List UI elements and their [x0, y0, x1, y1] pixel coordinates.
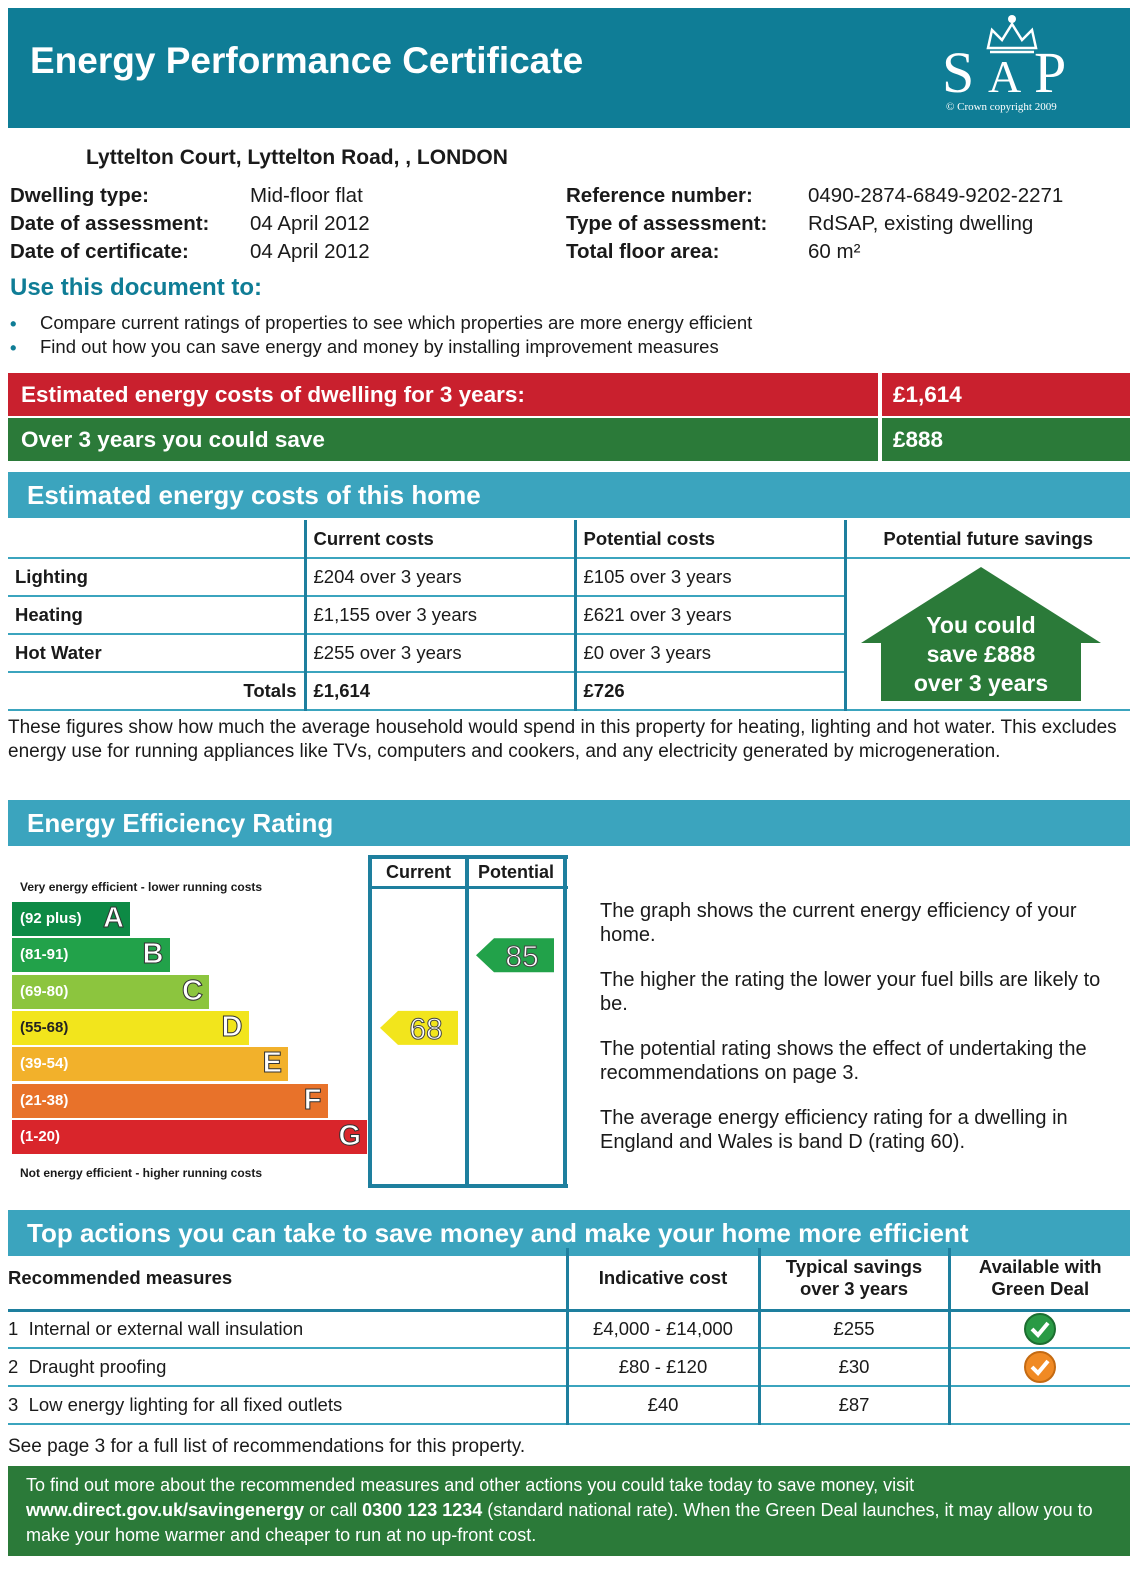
header-potential-costs: Potential costs: [575, 520, 845, 558]
table-header-row: [8, 1248, 1130, 1310]
recommended-measures-table: [8, 1248, 1130, 1425]
table-row: [8, 1348, 1130, 1386]
rating-info-2: The higher the rating the lower your fuel bills are likely to be.: [600, 969, 1101, 1015]
potential-rating-arrow: [476, 938, 554, 973]
header-potential-savings: Potential future savings: [845, 520, 1130, 558]
dwelling-type-value: Mid-floor flat: [250, 184, 363, 207]
green-check-icon: [1023, 1312, 1057, 1346]
band-letter: E: [262, 1047, 282, 1080]
measure-cost: £80 - £120: [567, 1348, 759, 1386]
measure-savings: £255: [759, 1310, 949, 1348]
use-bullet-1: • Compare current ratings of properties to see which properties are more energy efficient: [10, 312, 753, 334]
row-potential: £621 over 3 years: [575, 596, 845, 634]
page-title: Energy Performance Certificate: [30, 40, 584, 81]
rating-info-3: The potential rating shows the effect of undertaking the recommendations on page 3.: [600, 1038, 1087, 1084]
date-assessment-value: 04 April 2012: [250, 212, 370, 235]
totals-potential: £726: [575, 672, 845, 710]
could-save-value: £888: [882, 418, 1130, 461]
date-certificate-value: 04 April 2012: [250, 240, 370, 263]
rating-col-current: Current: [385, 862, 451, 882]
measure-name: 3 Low energy lighting for all fixed outlets: [8, 1386, 567, 1424]
band-letter: D: [221, 1010, 243, 1043]
measure-green-deal: [949, 1386, 1130, 1424]
measure-green-deal: [949, 1310, 1130, 1348]
date-certificate-label: Date of certificate:: [10, 240, 189, 263]
reference-label: Reference number:: [566, 184, 753, 207]
rating-info-1: The graph shows the current energy efficiency of your home.: [600, 900, 1077, 946]
savingenergy-link[interactable]: www.direct.gov.uk/savingenergy: [26, 1500, 305, 1520]
band-range: (1-20): [20, 1127, 61, 1145]
dwelling-type-label: Dwelling type:: [10, 184, 149, 207]
rating-bottom-caption: Not energy efficient - higher running costs: [20, 1166, 263, 1180]
measure-cost: £4,000 - £14,000: [567, 1310, 759, 1348]
header-current-costs: Current costs: [305, 520, 575, 558]
header-measures: Recommended measures: [8, 1248, 567, 1310]
actions-section-heading: Top actions you can take to save money and make your home more efficient: [8, 1210, 1130, 1256]
band-range: (39-54): [20, 1055, 69, 1073]
measure-name: 1 Internal or external wall insulation: [8, 1310, 567, 1348]
arrow-line-1: You could: [925, 612, 1036, 638]
crown-copyright: © Crown copyright 2009: [946, 101, 1057, 113]
reference-value: 0490-2874-6849-9202-2271: [808, 184, 1064, 207]
band-letter: A: [103, 902, 124, 934]
measure-savings: £30: [759, 1348, 949, 1386]
header-indicative-cost: Indicative cost: [567, 1248, 759, 1310]
measure-green-deal: [949, 1348, 1130, 1386]
orange-check-icon: [1023, 1350, 1057, 1384]
see-page-note: See page 3 for a full list of recommendations for this property.: [8, 1436, 526, 1457]
current-rating-arrow: [380, 1011, 458, 1046]
estimated-cost-label: Estimated energy costs of dwelling for 3 years:: [8, 373, 878, 416]
floor-area-label: Total floor area:: [566, 240, 720, 263]
rating-info-text: [600, 899, 1125, 1175]
property-address: Lyttelton Court, Lyttelton Road, , LONDON: [86, 146, 508, 169]
potential-rating-arrow-value: 85: [505, 940, 539, 974]
band-letter: B: [142, 938, 164, 971]
row-potential: £0 over 3 years: [575, 634, 845, 672]
costs-section-heading: Estimated energy costs of this home: [8, 472, 1130, 518]
floor-area-value: 60 m²: [808, 240, 861, 263]
arrow-line-3: over 3 years: [913, 670, 1048, 696]
header-typical-savings: Typical savings over 3 years: [759, 1248, 949, 1310]
band-range: (21-38): [20, 1091, 69, 1109]
date-assessment-label: Date of assessment:: [10, 212, 210, 235]
band-letter: F: [303, 1083, 322, 1116]
sap-letter-s: S: [942, 40, 975, 105]
row-current: £204 over 3 years: [305, 558, 575, 596]
could-save-label: Over 3 years you could save: [8, 418, 878, 461]
table-row: [8, 1386, 1130, 1424]
footer-info: To find out more about the recommended measures and other actions you could take today to save money, visit www.direct.gov.uk/savingenergy or call 0300 123 1234 (standard national rate). When the Green Deal launches, it may allow you to make your home warmer and cheaper to run at no up-front cost.: [8, 1466, 1130, 1556]
arrow-line-2: save £888: [926, 641, 1035, 667]
header-green-deal: Available with Green Deal: [949, 1248, 1130, 1310]
rating-info-4: The average energy efficiency rating for a dwelling in England and Wales is band D (rating 60).: [600, 1107, 1068, 1153]
type-assessment-label: Type of assessment:: [566, 212, 768, 235]
type-assessment-value: RdSAP, existing dwelling: [808, 212, 1034, 235]
band-letter: G: [338, 1119, 361, 1152]
use-bullet-2: • Find out how you can save energy and money by installing improvement measures: [10, 336, 719, 358]
sap-letter-a: A: [988, 51, 1022, 102]
band-range: (55-68): [20, 1018, 69, 1036]
row-name: Hot Water: [8, 634, 305, 672]
band-range: (69-80): [20, 982, 69, 1000]
estimated-cost-value: £1,614: [882, 373, 1130, 416]
phone-number: 0300 123 1234: [362, 1500, 483, 1520]
current-rating-arrow-value: 68: [409, 1012, 443, 1046]
bullet-dot-icon: •: [10, 313, 17, 334]
row-name: Lighting: [8, 558, 305, 596]
use-document-heading: Use this document to:: [10, 274, 263, 301]
row-current: £255 over 3 years: [305, 634, 575, 672]
row-name: Heating: [8, 596, 305, 634]
measure-name: 2 Draught proofing: [8, 1348, 567, 1386]
band-range: (92 plus): [20, 910, 82, 927]
costs-note: These figures show how much the average household would spend in this property for heating, lighting and hot water. This excludes energy use for running appliances like TVs, computers and cookers, and any electricity generated by microgeneration.: [8, 717, 1117, 762]
totals-current: £1,614: [305, 672, 575, 710]
bullet-dot-icon: •: [10, 337, 17, 358]
band-letter: C: [182, 974, 203, 1007]
row-current: £1,155 over 3 years: [305, 596, 575, 634]
rating-section-heading: Energy Efficiency Rating: [8, 800, 1130, 846]
rating-top-caption: Very energy efficient - lower running costs: [20, 880, 263, 894]
measure-savings: £87: [759, 1386, 949, 1424]
measure-cost: £40: [567, 1386, 759, 1424]
sap-letter-p: P: [1034, 40, 1067, 105]
table-row: [8, 1310, 1130, 1348]
row-potential: £105 over 3 years: [575, 558, 845, 596]
totals-label: Totals: [8, 672, 305, 710]
band-range: (81-91): [20, 946, 69, 964]
rating-col-potential: Potential: [477, 862, 554, 882]
